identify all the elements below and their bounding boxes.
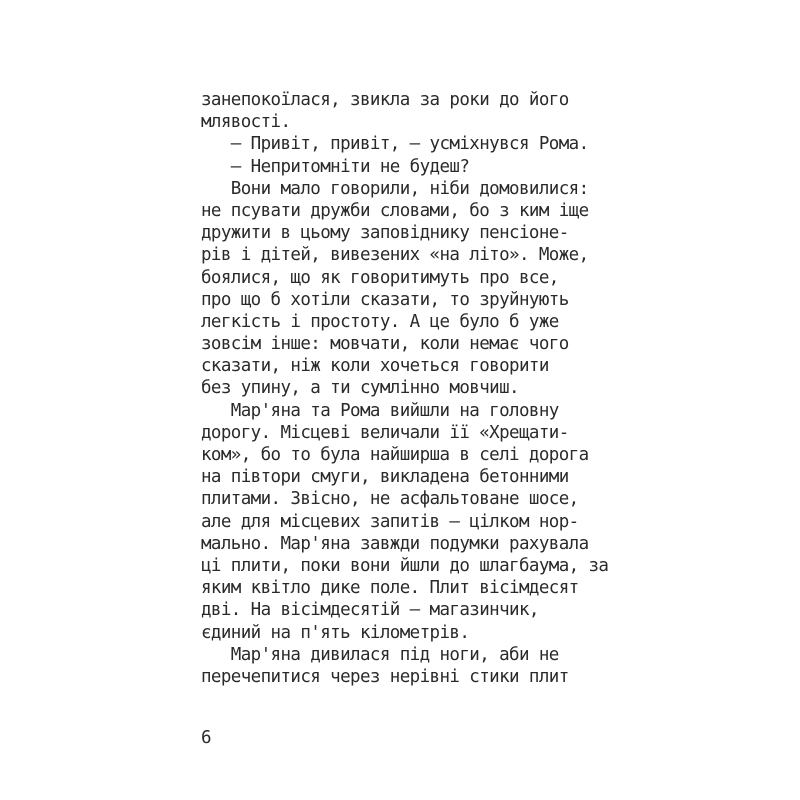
page-number: 6	[201, 728, 212, 748]
text-line: Мар'яна дивилася під ноги, аби не	[201, 644, 559, 665]
text-line: легкість і простоту. А це було б уже	[201, 311, 559, 332]
text-line: ці плити, поки вони йшли до шлагбаума, за	[201, 555, 609, 576]
text-line: дві. На вісімдесятій — магазинчик,	[201, 600, 539, 621]
text-line: боялися, що як говоритимуть про все,	[201, 267, 559, 288]
text-line: Вони мало говорили, ніби домовилися:	[201, 178, 589, 199]
text-line: без упину, а ти сумлінно мовчиш.	[201, 378, 519, 399]
text-line: млявості.	[201, 112, 291, 133]
text-line: яким квітло дике поле. Плит вісімдесят	[201, 578, 579, 599]
text-line: дружити в цьому заповіднику пенсіоне-	[201, 223, 569, 244]
text-line: плитами. Звісно, не асфальтоване шосе,	[201, 489, 579, 510]
body-text	[201, 89, 611, 688]
text-line: занепокоїлася, звикла за роки до його	[201, 90, 569, 110]
text-line: — Непритомніти не будеш?	[201, 156, 470, 177]
text-line: мально. Мар'яна завжди подумки рахувала	[201, 533, 589, 554]
text-line: зовсім інше: мовчати, коли немає чого	[201, 334, 569, 355]
text-line: єдиний на п'ять кілометрів.	[201, 622, 470, 643]
text-line: — Привіт, привіт, — усміхнувся Рома.	[201, 134, 589, 155]
text-line: але для місцевих запитів — цілком нор-	[201, 511, 579, 532]
text-line: ком», бо то була найширша в селі дорога	[201, 445, 589, 465]
text-line: про що б хотіли сказати, то зруйнують	[201, 289, 569, 310]
text-line: Мар'яна та Рома вийшли на головну	[201, 400, 559, 421]
text-line: на півтори смуги, викладена бетонними	[201, 467, 569, 488]
text-line: дорогу. Місцеві величали її «Хрещати-	[201, 422, 569, 443]
text-line: сказати, ніж коли хочеться говорити	[201, 356, 549, 377]
text-line: не псувати дружби словами, бо з ким іще	[201, 200, 589, 221]
text-line: перечепитися через нерівні стики плит	[201, 666, 569, 687]
text-line: рів і дітей, вивезених «на літо». Може,	[201, 245, 589, 266]
